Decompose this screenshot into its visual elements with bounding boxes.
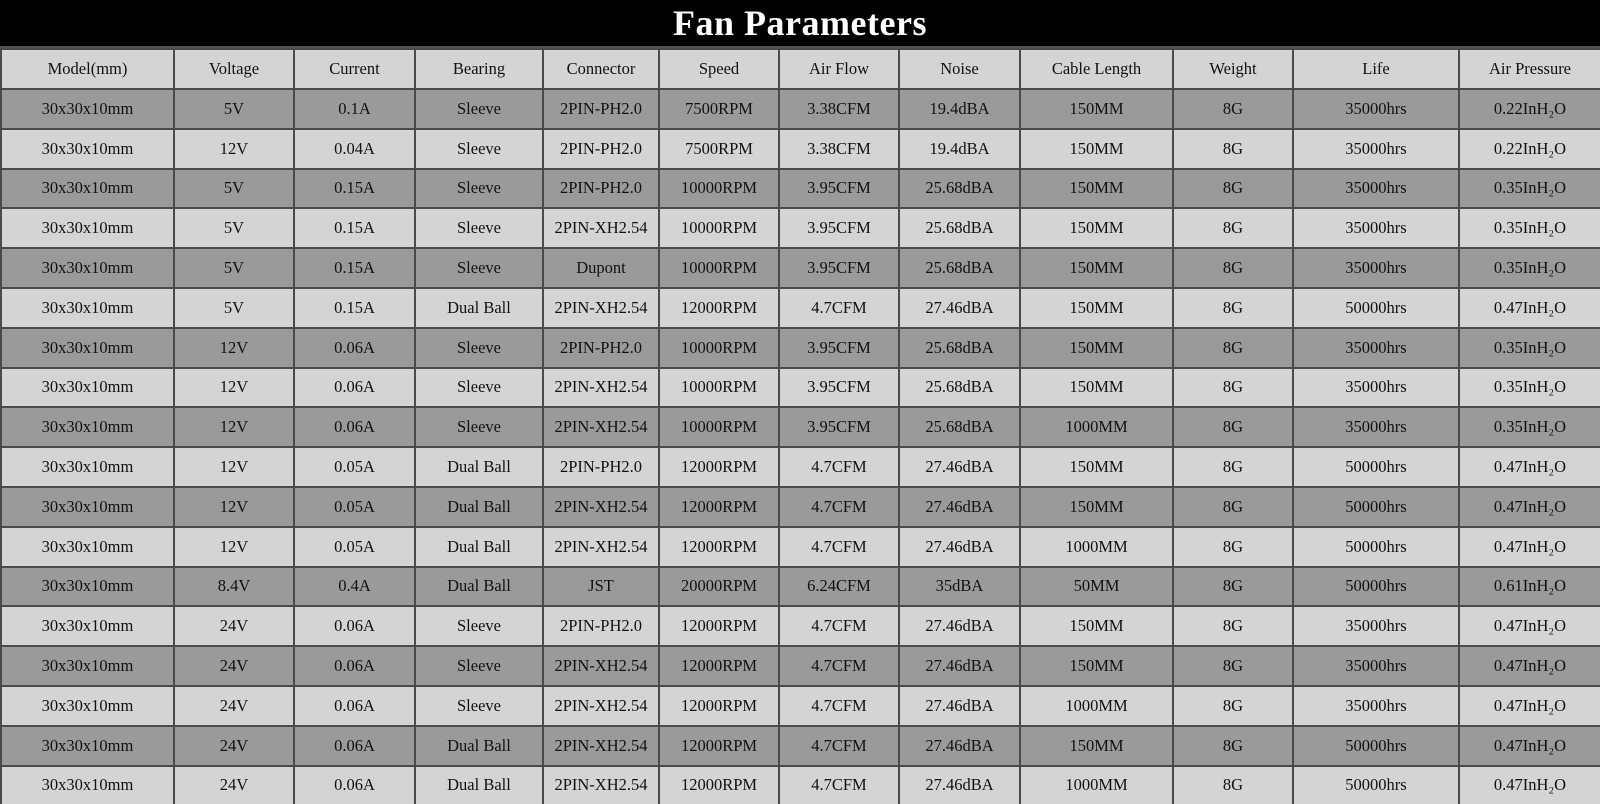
table-cell: 5V	[174, 208, 294, 248]
table-cell: 4.7CFM	[779, 726, 899, 766]
table-cell: 27.46dBA	[899, 527, 1020, 567]
table-cell: 27.46dBA	[899, 447, 1020, 487]
table-row	[1, 288, 1600, 328]
table-cell: 0.15A	[294, 248, 415, 288]
table-cell: 3.95CFM	[779, 169, 899, 209]
table-cell: 12V	[174, 447, 294, 487]
table-cell: 30x30x10mm	[1, 606, 174, 646]
table-cell: 8G	[1173, 646, 1293, 686]
table-cell: 5V	[174, 169, 294, 209]
table-cell: 12000RPM	[659, 447, 779, 487]
table-cell: 35000hrs	[1293, 407, 1459, 447]
table-cell: 30x30x10mm	[1, 328, 174, 368]
table-cell: 0.47InH₂O	[1459, 487, 1600, 527]
table-cell: 8G	[1173, 766, 1293, 804]
table-cell: 0.4A	[294, 567, 415, 607]
table-cell: Dual Ball	[415, 487, 543, 527]
table-row	[1, 606, 1600, 646]
table-cell: 150MM	[1020, 208, 1173, 248]
table-cell: 35000hrs	[1293, 606, 1459, 646]
table-cell: 10000RPM	[659, 328, 779, 368]
table-cell: 50000hrs	[1293, 447, 1459, 487]
table-cell: 0.47InH₂O	[1459, 447, 1600, 487]
table-cell: 2PIN-XH2.54	[543, 646, 659, 686]
table-cell: Sleeve	[415, 686, 543, 726]
title-bar	[0, 0, 1600, 48]
table-cell: 50000hrs	[1293, 726, 1459, 766]
table-row	[1, 328, 1600, 368]
table-cell: 30x30x10mm	[1, 686, 174, 726]
table-cell: 5V	[174, 89, 294, 129]
table-cell: 12V	[174, 527, 294, 567]
table-cell: 8G	[1173, 567, 1293, 607]
table-cell: Dual Ball	[415, 766, 543, 804]
table-body	[1, 89, 1600, 804]
table-cell: 10000RPM	[659, 407, 779, 447]
table-cell: 24V	[174, 606, 294, 646]
column-header: Speed	[659, 49, 779, 89]
table-cell: 3.95CFM	[779, 248, 899, 288]
table-cell: 8G	[1173, 208, 1293, 248]
table-cell: 0.06A	[294, 646, 415, 686]
table-row	[1, 527, 1600, 567]
table-cell: 2PIN-XH2.54	[543, 288, 659, 328]
table-cell: 8G	[1173, 686, 1293, 726]
table-cell: 50MM	[1020, 567, 1173, 607]
column-header: Model(mm)	[1, 49, 174, 89]
table-cell: 0.35InH₂O	[1459, 368, 1600, 408]
table-cell: 25.68dBA	[899, 407, 1020, 447]
table-cell: 0.47InH₂O	[1459, 726, 1600, 766]
table-cell: 8G	[1173, 129, 1293, 169]
table-cell: 30x30x10mm	[1, 89, 174, 129]
table-cell: 12V	[174, 368, 294, 408]
table-cell: 0.06A	[294, 606, 415, 646]
table-cell: 0.15A	[294, 169, 415, 209]
table-cell: 50000hrs	[1293, 766, 1459, 804]
table-cell: Sleeve	[415, 328, 543, 368]
table-cell: 0.22InH₂O	[1459, 89, 1600, 129]
table-cell: 8G	[1173, 248, 1293, 288]
table-cell: 12000RPM	[659, 487, 779, 527]
table-cell: 4.7CFM	[779, 487, 899, 527]
table-cell: 0.06A	[294, 686, 415, 726]
table-cell: 20000RPM	[659, 567, 779, 607]
table-row	[1, 208, 1600, 248]
table-cell: Dual Ball	[415, 567, 543, 607]
table-cell: 2PIN-XH2.54	[543, 726, 659, 766]
table-cell: 150MM	[1020, 129, 1173, 169]
table-cell: 4.7CFM	[779, 527, 899, 567]
table-row	[1, 686, 1600, 726]
column-header: Air Flow	[779, 49, 899, 89]
table-cell: 150MM	[1020, 288, 1173, 328]
table-cell: 27.46dBA	[899, 686, 1020, 726]
column-header: Weight	[1173, 49, 1293, 89]
table-cell: 2PIN-XH2.54	[543, 368, 659, 408]
table-cell: 12000RPM	[659, 766, 779, 804]
table-cell: 30x30x10mm	[1, 527, 174, 567]
table-cell: 0.35InH₂O	[1459, 328, 1600, 368]
table-cell: 1000MM	[1020, 766, 1173, 804]
table-cell: 0.05A	[294, 487, 415, 527]
table-cell: 0.06A	[294, 328, 415, 368]
table-cell: 150MM	[1020, 328, 1173, 368]
column-header: Connector	[543, 49, 659, 89]
table-cell: 10000RPM	[659, 248, 779, 288]
table-cell: 10000RPM	[659, 169, 779, 209]
table-cell: 150MM	[1020, 169, 1173, 209]
column-header: Bearing	[415, 49, 543, 89]
table-cell: 24V	[174, 726, 294, 766]
column-header: Voltage	[174, 49, 294, 89]
table-cell: Sleeve	[415, 129, 543, 169]
table-cell: 12000RPM	[659, 686, 779, 726]
table-cell: 0.47InH₂O	[1459, 527, 1600, 567]
table-cell: 150MM	[1020, 447, 1173, 487]
table-cell: 27.46dBA	[899, 646, 1020, 686]
table-cell: 0.47InH₂O	[1459, 606, 1600, 646]
page-title: Fan Parameters	[673, 3, 927, 43]
table-cell: Sleeve	[415, 248, 543, 288]
table-cell: 35000hrs	[1293, 208, 1459, 248]
table-cell: 0.06A	[294, 407, 415, 447]
table-cell: 30x30x10mm	[1, 248, 174, 288]
table-cell: 150MM	[1020, 487, 1173, 527]
table-cell: 12000RPM	[659, 606, 779, 646]
table-cell: 24V	[174, 646, 294, 686]
table-cell: 35000hrs	[1293, 89, 1459, 129]
table-cell: Dual Ball	[415, 447, 543, 487]
table-cell: 8G	[1173, 89, 1293, 129]
table-cell: 4.7CFM	[779, 646, 899, 686]
column-header: Noise	[899, 49, 1020, 89]
table-cell: 10000RPM	[659, 368, 779, 408]
table-cell: 35dBA	[899, 567, 1020, 607]
table-cell: 12000RPM	[659, 527, 779, 567]
table-cell: 2PIN-PH2.0	[543, 89, 659, 129]
header-row	[1, 49, 1600, 89]
table-cell: 0.05A	[294, 527, 415, 567]
table-cell: 0.47InH₂O	[1459, 766, 1600, 804]
table-cell: 150MM	[1020, 248, 1173, 288]
table-cell: 2PIN-PH2.0	[543, 169, 659, 209]
table-cell: 150MM	[1020, 646, 1173, 686]
table-cell: 30x30x10mm	[1, 726, 174, 766]
table-cell: Sleeve	[415, 606, 543, 646]
table-cell: 30x30x10mm	[1, 169, 174, 209]
table-cell: 3.95CFM	[779, 407, 899, 447]
table-cell: 2PIN-XH2.54	[543, 527, 659, 567]
table-cell: 4.7CFM	[779, 288, 899, 328]
table-cell: 30x30x10mm	[1, 129, 174, 169]
table-cell: 35000hrs	[1293, 646, 1459, 686]
table-cell: 0.05A	[294, 447, 415, 487]
table-cell: 24V	[174, 686, 294, 726]
table-cell: Sleeve	[415, 208, 543, 248]
table-cell: 50000hrs	[1293, 487, 1459, 527]
table-cell: Dual Ball	[415, 726, 543, 766]
table-cell: 0.04A	[294, 129, 415, 169]
table-cell: 25.68dBA	[899, 248, 1020, 288]
table-cell: 25.68dBA	[899, 328, 1020, 368]
table-cell: 30x30x10mm	[1, 368, 174, 408]
table-cell: 8G	[1173, 288, 1293, 328]
table-cell: 3.95CFM	[779, 368, 899, 408]
table-cell: 1000MM	[1020, 527, 1173, 567]
table-cell: 0.06A	[294, 766, 415, 804]
table-cell: 35000hrs	[1293, 368, 1459, 408]
table-cell: 30x30x10mm	[1, 567, 174, 607]
table-cell: 0.06A	[294, 368, 415, 408]
table-cell: 8G	[1173, 487, 1293, 527]
table-cell: Sleeve	[415, 368, 543, 408]
table-cell: 0.61InH₂O	[1459, 567, 1600, 607]
table-row	[1, 646, 1600, 686]
table-cell: JST	[543, 567, 659, 607]
table-cell: Sleeve	[415, 407, 543, 447]
table-cell: 4.7CFM	[779, 447, 899, 487]
table-cell: 4.7CFM	[779, 766, 899, 804]
table-cell: 12000RPM	[659, 288, 779, 328]
table-cell: 12V	[174, 407, 294, 447]
table-cell: 1000MM	[1020, 686, 1173, 726]
table-cell: 0.47InH₂O	[1459, 288, 1600, 328]
table-cell: 2PIN-XH2.54	[543, 686, 659, 726]
table-cell: 4.7CFM	[779, 606, 899, 646]
table-cell: 50000hrs	[1293, 527, 1459, 567]
table-cell: 27.46dBA	[899, 288, 1020, 328]
table-cell: 3.95CFM	[779, 208, 899, 248]
column-header: Life	[1293, 49, 1459, 89]
table-cell: 19.4dBA	[899, 129, 1020, 169]
table-cell: 150MM	[1020, 606, 1173, 646]
table-cell: 27.46dBA	[899, 606, 1020, 646]
table-cell: 12000RPM	[659, 646, 779, 686]
table-cell: 0.15A	[294, 208, 415, 248]
fan-parameters-table	[0, 48, 1600, 804]
table-cell: 8G	[1173, 527, 1293, 567]
table-cell: 27.46dBA	[899, 487, 1020, 527]
table-cell: 2PIN-XH2.54	[543, 766, 659, 804]
table-cell: 7500RPM	[659, 129, 779, 169]
table-row	[1, 368, 1600, 408]
table-row	[1, 766, 1600, 804]
table-cell: 12V	[174, 328, 294, 368]
table-cell: 1000MM	[1020, 407, 1173, 447]
column-header: Air Pressure	[1459, 49, 1600, 89]
table-cell: 24V	[174, 766, 294, 804]
table-cell: 35000hrs	[1293, 686, 1459, 726]
table-cell: 2PIN-XH2.54	[543, 407, 659, 447]
table-cell: 19.4dBA	[899, 89, 1020, 129]
table-cell: 0.35InH₂O	[1459, 248, 1600, 288]
table-cell: 12000RPM	[659, 726, 779, 766]
table-row	[1, 169, 1600, 209]
table-row	[1, 487, 1600, 527]
table-cell: 2PIN-PH2.0	[543, 447, 659, 487]
table-cell: 30x30x10mm	[1, 487, 174, 527]
table-cell: Sleeve	[415, 646, 543, 686]
table-row	[1, 129, 1600, 169]
table-cell: 30x30x10mm	[1, 766, 174, 804]
table-cell: 35000hrs	[1293, 129, 1459, 169]
table-cell: 35000hrs	[1293, 248, 1459, 288]
table-cell: 12V	[174, 487, 294, 527]
table-cell: Dual Ball	[415, 527, 543, 567]
table-cell: 2PIN-XH2.54	[543, 487, 659, 527]
table-cell: 0.47InH₂O	[1459, 686, 1600, 726]
table-row	[1, 248, 1600, 288]
table-cell: 3.38CFM	[779, 129, 899, 169]
table-cell: 25.68dBA	[899, 169, 1020, 209]
table-cell: 30x30x10mm	[1, 646, 174, 686]
table-cell: 30x30x10mm	[1, 407, 174, 447]
table-cell: Dual Ball	[415, 288, 543, 328]
table-cell: 0.15A	[294, 288, 415, 328]
table-cell: Sleeve	[415, 169, 543, 209]
table-cell: 5V	[174, 248, 294, 288]
table-cell: 150MM	[1020, 368, 1173, 408]
table-cell: 4.7CFM	[779, 686, 899, 726]
table-cell: 8G	[1173, 447, 1293, 487]
table-cell: 25.68dBA	[899, 208, 1020, 248]
table-cell: 7500RPM	[659, 89, 779, 129]
table-cell: 30x30x10mm	[1, 288, 174, 328]
table-cell: Sleeve	[415, 89, 543, 129]
table-cell: 0.47InH₂O	[1459, 646, 1600, 686]
table-cell: 35000hrs	[1293, 328, 1459, 368]
table-header	[1, 49, 1600, 89]
table-cell: 8.4V	[174, 567, 294, 607]
table-cell: 8G	[1173, 726, 1293, 766]
table-cell: 27.46dBA	[899, 766, 1020, 804]
table-cell: 3.38CFM	[779, 89, 899, 129]
table-cell: 0.35InH₂O	[1459, 208, 1600, 248]
table-cell: 0.1A	[294, 89, 415, 129]
table-cell: 12V	[174, 129, 294, 169]
table-cell: 2PIN-XH2.54	[543, 208, 659, 248]
table-cell: 8G	[1173, 606, 1293, 646]
column-header: Cable Length	[1020, 49, 1173, 89]
table-cell: 30x30x10mm	[1, 447, 174, 487]
table-cell: 150MM	[1020, 726, 1173, 766]
table-cell: 0.35InH₂O	[1459, 169, 1600, 209]
table-row	[1, 89, 1600, 129]
table-cell: 27.46dBA	[899, 726, 1020, 766]
table-cell: 6.24CFM	[779, 567, 899, 607]
table-cell: 0.22InH₂O	[1459, 129, 1600, 169]
table-cell: 25.68dBA	[899, 368, 1020, 408]
table-cell: 8G	[1173, 169, 1293, 209]
table-row	[1, 447, 1600, 487]
table-row	[1, 567, 1600, 607]
table-cell: 0.06A	[294, 726, 415, 766]
table-cell: 0.35InH₂O	[1459, 407, 1600, 447]
table-cell: 2PIN-PH2.0	[543, 606, 659, 646]
column-header: Current	[294, 49, 415, 89]
table-cell: 35000hrs	[1293, 169, 1459, 209]
table-cell: Dupont	[543, 248, 659, 288]
table-cell: 8G	[1173, 328, 1293, 368]
table-row	[1, 407, 1600, 447]
table-cell: 8G	[1173, 407, 1293, 447]
table-cell: 30x30x10mm	[1, 208, 174, 248]
table-cell: 10000RPM	[659, 208, 779, 248]
table-cell: 2PIN-PH2.0	[543, 129, 659, 169]
table-cell: 8G	[1173, 368, 1293, 408]
table-cell: 50000hrs	[1293, 288, 1459, 328]
table-row	[1, 726, 1600, 766]
table-cell: 3.95CFM	[779, 328, 899, 368]
table-cell: 2PIN-PH2.0	[543, 328, 659, 368]
table-cell: 5V	[174, 288, 294, 328]
table-cell: 150MM	[1020, 89, 1173, 129]
table-cell: 50000hrs	[1293, 567, 1459, 607]
